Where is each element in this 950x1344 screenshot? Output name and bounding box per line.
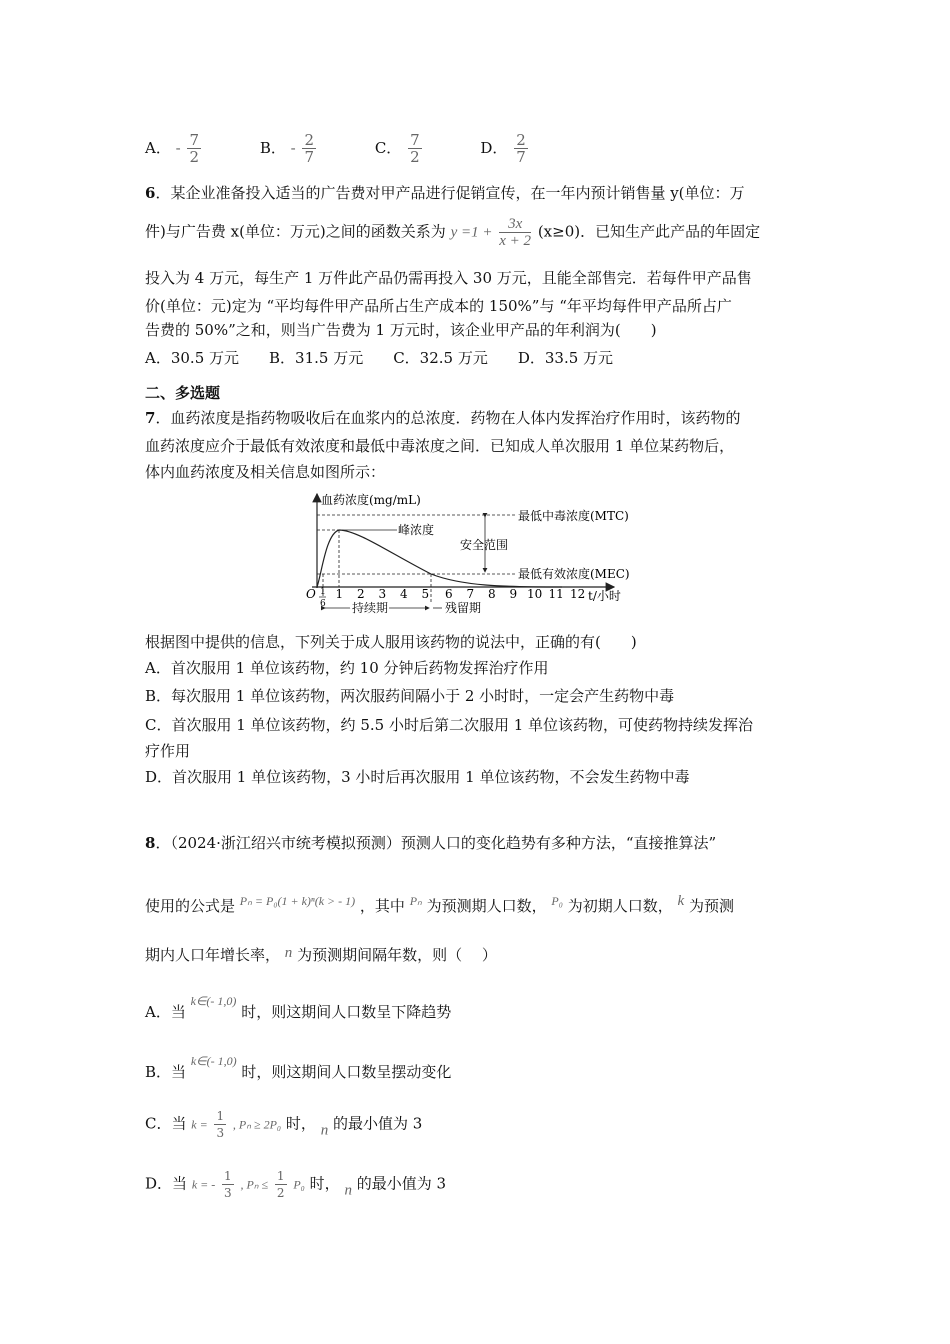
q8-option-c: C．当 k = $\frac{1}{3}$ , Pₙ ≥ 2P₀ 时， n 的最小值为 3 — [145, 1109, 423, 1140]
one-sixth-fraction — [319, 587, 326, 609]
q7-option-d: D．首次服用 1 单位该药物，3 小时后再次服用 1 单位该药物，不会发生药物中毒 — [145, 768, 690, 786]
q5-option-c: C． $\frac{7}{2}$ — [374, 131, 420, 166]
q7-option-c-line1: C．首次服用 1 单位该药物，约 5.5 小时后第二次服用 1 单位该药物，可使药物持续发挥治 — [145, 716, 754, 734]
q5-options — [145, 132, 530, 165]
q5-a-fraction: $\frac{7}{2}$ — [189, 131, 200, 166]
q7-question: 根据图中提供的信息，下列关于成人服用该药物的说法中，正确的有( ) — [145, 633, 637, 651]
q8-formula: Pₙ = P₀(1 + k)ⁿ(k > - 1) — [239, 894, 356, 908]
q5-d-fraction: $\frac{2}{7}$ — [516, 131, 526, 166]
q6-options: A．30.5 万元 B．31.5 万元 C．32.5 万元 D．33.5 万元 — [145, 349, 614, 367]
q8-line2: 使用的公式是 $^{P_n = P_0(1 + k)^n(k > - 1)}$ ，其中 $^{P_n}$ 为预测期人口数， $^{P_0}$ 为初期人口数， k 为预测 — [145, 893, 734, 915]
svg-text:1: 1 — [320, 587, 326, 597]
q6-line2: 件)与广告费 x(单位：万元)之间的函数关系为 y =1 + $\frac{3x}{x + 2}$ (x≥0)．已知生产此产品的年固定 — [145, 216, 761, 249]
x-tick-3: 3 — [378, 587, 387, 601]
q8-d-fraction-1: $\frac{1}{3}$ — [224, 1169, 232, 1200]
residual-label: 残留期 — [445, 601, 482, 615]
q7-line2: 血药浓度应介于最低有效浓度和最低中毒浓度之间．已知成人单次服用 1 单位某药物后， — [145, 437, 735, 455]
q8-line1: 8．（2024·浙江绍兴市统考模拟预测）预测人口的变化趋势有多种方法，“直接推算法” — [145, 834, 717, 852]
drug-concentration-chart — [302, 490, 662, 620]
q5-option-d: D． $\frac{2}{7}$ — [480, 131, 526, 166]
y-axis-label: 血药浓度(mg/mL) — [321, 493, 421, 507]
x-tick-5: 5 — [421, 587, 430, 601]
q8-option-b: B．当 $^{k\in(- 1,0)}$ 时，则这期间人口数呈摆动变化 — [145, 1054, 452, 1081]
x-tick-1: 1 — [335, 587, 344, 601]
x-tick-12: 12 — [570, 587, 586, 601]
q6-line1: 6．某企业准备投入适当的广告费对甲产品进行促销宣传，在一年内预计销售量 y(单位：万 — [145, 184, 745, 202]
q7-option-a: A．首次服用 1 单位该药物，约 10 分钟后药物发挥治疗作用 — [145, 659, 549, 677]
q6-formula-fraction: $\frac{3x}{x + 2}$ — [499, 216, 532, 249]
x-tick-7: 7 — [466, 587, 475, 601]
q5-c-fraction: $\frac{7}{2}$ — [410, 131, 420, 166]
q7-line1: 7．血药浓度是指药物吸收后在血浆内的总浓度．药物在人体内发挥治疗作用时，该药物的 — [145, 409, 741, 427]
q7-option-c-line2: 疗作用 — [145, 742, 191, 760]
safe-range-label: 安全范围 — [460, 538, 509, 552]
peak-label: 峰浓度 — [398, 523, 435, 537]
q6-line4: 价(单位：元)定为 “平均每件甲产品所占生产成本的 150%”与 “年平均每件甲产品所占广 — [145, 297, 732, 315]
q8-line3: 期内人口年增长率， n 为预测期间隔年数，则（ ） — [145, 945, 497, 964]
q7-option-b: B．每次服用 1 单位该药物，两次服药间隔小于 2 小时时，一定会产生药物中毒 — [145, 687, 675, 705]
duration-label: 持续期 — [352, 601, 389, 615]
mec-label: 最低有效浓度(MEC) — [518, 567, 630, 581]
q8-c-fraction: $\frac{1}{3}$ — [216, 1109, 225, 1140]
x-tick-4: 4 — [400, 587, 408, 601]
q5-option-b: B． - $\frac{2}{7}$ — [259, 131, 315, 166]
q8-option-d: D．当 k = - $\frac{1}{3}$ , Pₙ ≤ $\frac{1}{2}$ P₀ 时， n 的最小值为 3 — [145, 1169, 447, 1200]
x-tick-9: 9 — [509, 587, 518, 601]
q8-d-fraction-2: $\frac{1}{2}$ — [276, 1169, 285, 1200]
x-tick-10: 10 — [527, 587, 543, 601]
q5-option-a: A． - $\frac{7}{2}$ — [145, 131, 200, 166]
q6-line5: 告费的 50%”之和，则当广告费为 1 万元时，该企业甲产品的年利润为( ) — [145, 321, 657, 339]
x-tick-labels — [336, 587, 586, 601]
q7-line3: 体内血药浓度及相关信息如图所示： — [145, 463, 386, 481]
svg-text:6: 6 — [320, 599, 326, 609]
q8-option-a: A．当 $^{k\in(- 1,0)}$ 时，则这期间人口数呈下降趋势 — [145, 994, 452, 1021]
mtc-label: 最低中毒浓度(MTC) — [518, 509, 629, 523]
x-tick-2: 2 — [357, 587, 365, 601]
x-tick-6: 6 — [445, 587, 453, 601]
origin-label: O — [306, 587, 316, 601]
x-axis-label: t/小时 — [588, 589, 621, 603]
x-tick-11: 11 — [548, 587, 564, 601]
q5-b-fraction: $\frac{2}{7}$ — [304, 131, 315, 166]
q6-line3: 投入为 4 万元，每生产 1 万件此产品仍需再投入 30 万元，且能全部售完．若每件甲产品售 — [145, 269, 752, 287]
section-title: 二、多选题 — [145, 384, 221, 402]
x-tick-8: 8 — [488, 587, 496, 601]
